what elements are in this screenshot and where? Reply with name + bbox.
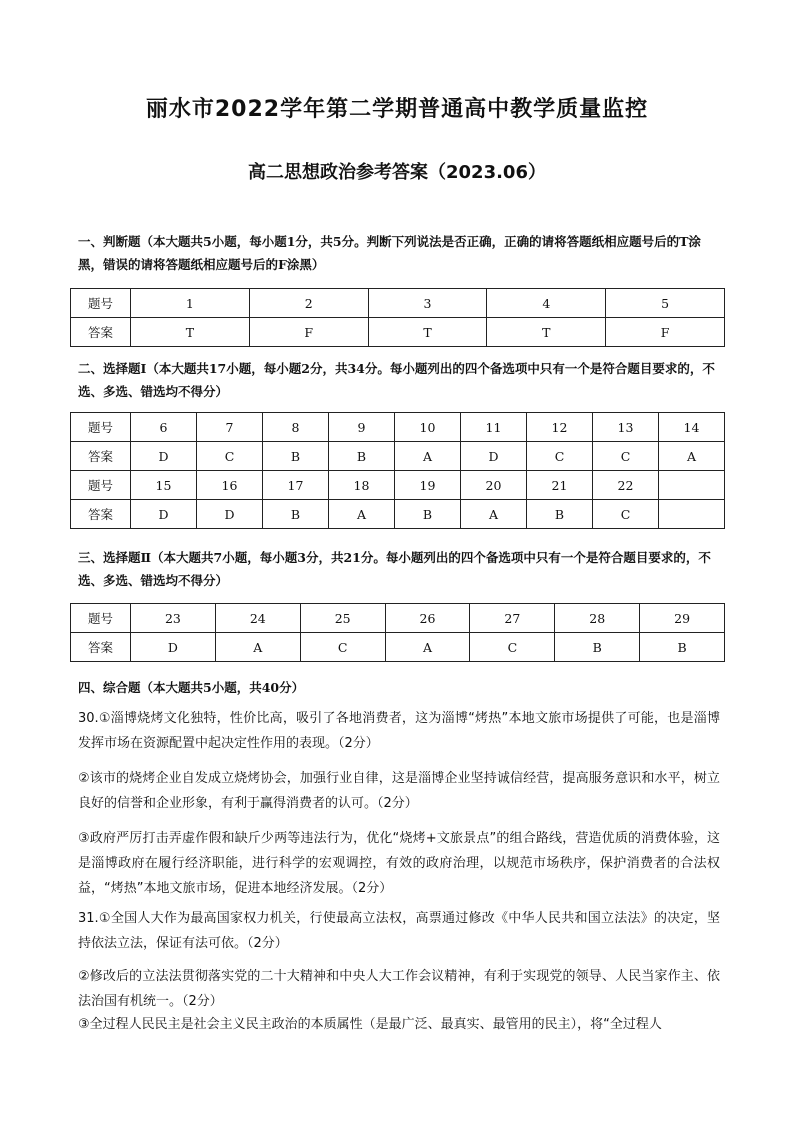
section-1-heading [78,230,720,276]
table-cell: T [487,318,606,347]
section-2-heading [78,357,720,403]
answer-paragraph: 30.①淄博烧烤文化独特，性价比高，吸引了各地消费者，这为淄博“烤热”本地文旅市场提供了可能，也是淄博发挥市场在资源配置中起决定性作用的表现。（2分） [78,711,720,751]
section-2-title: 二、选择题Ⅰ [78,361,147,376]
table-cell: D [131,500,197,529]
table-row [71,604,725,633]
table-cell: 12 [527,413,593,442]
table-cell: C [593,442,659,471]
answer-paragraph: ②该市的烧烤企业自发成立烧烤协会，加强行业自律，这是淄博企业坚持诚信经营，提高服务意识和水平，树立良好的信誉和企业形象，有利于赢得消费者的认可。（2分） [78,771,720,811]
table-row [71,413,725,442]
table-cell [659,500,725,529]
answer-table-3 [70,603,725,662]
table-cell: B [640,633,725,662]
table-cell: 3 [368,289,487,318]
section-3-title: 三、选择题Ⅱ [78,550,152,565]
table-row [71,471,725,500]
table-cell: C [527,442,593,471]
table-cell: 19 [395,471,461,500]
table-cell: A [659,442,725,471]
table-cell: B [527,500,593,529]
table-cell: B [395,500,461,529]
table-cell: B [263,500,329,529]
table-cell: 1 [131,289,250,318]
section-1-desc: （本大题共5小题，每小题1分，共5分。判断下列说法是否正确，正确的请将答题纸相应题号后的T涂黑，错误的请将答题纸相应题号后的F涂黑） [78,234,701,272]
table-cell: 10 [395,413,461,442]
table-cell: 22 [593,471,659,500]
table-cell: 28 [555,604,640,633]
table-cell: 5 [606,289,725,318]
table-cell: 11 [461,413,527,442]
row-label: 答案 [71,318,131,347]
page-title: 丽水市2022学年第二学期普通高中教学质量监控 [145,97,649,122]
table-cell [659,471,725,500]
table-cell: 26 [385,604,470,633]
table-cell: 2 [249,289,368,318]
table-row [71,318,725,347]
table-cell: A [215,633,300,662]
table-cell: C [300,633,385,662]
table-cell: 27 [470,604,555,633]
answer-paragraph: ③政府严厉打击弄虚作假和缺斤少两等违法行为，优化“烧烤+文旅景点”的组合路线，营造优质的消费体验，这是淄博政府在履行经济职能，进行科学的宏观调控，有效的政府治理，以规范市场秩序，保护消费者的合法权益，“烤热”本地文旅市场，促进本地经济发展。（2分） [78,831,720,896]
table-cell: 9 [329,413,395,442]
row-label: 答案 [71,500,131,529]
table-cell: B [555,633,640,662]
table-cell: B [329,442,395,471]
table-row [71,500,725,529]
table-cell: 14 [659,413,725,442]
table-cell: C [593,500,659,529]
table-cell: A [395,442,461,471]
table-cell: F [606,318,725,347]
table-cell: 13 [593,413,659,442]
page-subtitle: 高二思想政治参考答案（2023.06） [248,162,546,183]
table-cell: A [461,500,527,529]
table-cell: C [197,442,263,471]
section-3-heading [78,546,720,592]
table-cell: 16 [197,471,263,500]
table-cell: 8 [263,413,329,442]
row-label: 答案 [71,442,131,471]
table-cell: 15 [131,471,197,500]
table-cell: 6 [131,413,197,442]
table-cell: 23 [131,604,216,633]
section-4-title: 四、综合题 [78,680,141,695]
table-cell: F [249,318,368,347]
table-cell: D [131,633,216,662]
table-cell: 25 [300,604,385,633]
section-2-desc: （本大题共17小题，每小题2分，共34分。每小题列出的四个备选项中只有一个是符合题目要求的，不选、多选、错选均不得分） [78,361,715,399]
table-row [71,289,725,318]
section-4-heading [78,676,720,699]
table-cell: 17 [263,471,329,500]
table-cell: 18 [329,471,395,500]
section-4-desc: （本大题共5小题，共40分） [140,680,305,695]
table-cell: B [263,442,329,471]
table-cell: A [385,633,470,662]
table-cell: 21 [527,471,593,500]
table-cell: 4 [487,289,606,318]
row-label: 答案 [71,633,131,662]
table-cell: D [131,442,197,471]
table-row [71,633,725,662]
table-row [71,442,725,471]
answer-table-1 [70,288,725,347]
table-cell: 24 [215,604,300,633]
answer-paragraph: ③全过程人民民主是社会主义民主政治的本质属性（是最广泛、最真实、最管用的民主），将“全过程人 [78,1017,662,1032]
table-cell: C [470,633,555,662]
table-cell: 29 [640,604,725,633]
table-cell: T [131,318,250,347]
table-cell: T [368,318,487,347]
row-label: 题号 [71,413,131,442]
table-cell: D [461,442,527,471]
section-3-desc: （本大题共7小题，每小题3分，共21分。每小题列出的四个备选项中只有一个是符合题目要求的，不选、多选、错选均不得分） [78,550,711,588]
row-label: 题号 [71,471,131,500]
section-1-title: 一、判断题 [78,234,141,249]
row-label: 题号 [71,289,131,318]
table-cell: A [329,500,395,529]
answer-table-2 [70,412,725,529]
table-cell: 20 [461,471,527,500]
answer-paragraph: ②修改后的立法法贯彻落实党的二十大精神和中央人大工作会议精神，有利于实现党的领导、人民当家作主、依法治国有机统一。（2分） [78,969,720,1009]
answer-paragraph: 31.①全国人大作为最高国家权力机关，行使最高立法权，高票通过修改《中华人民共和国立法法》的决定，坚持依法立法，保证有法可依。（2分） [78,911,720,951]
row-label: 题号 [71,604,131,633]
table-cell: D [197,500,263,529]
table-cell: 7 [197,413,263,442]
